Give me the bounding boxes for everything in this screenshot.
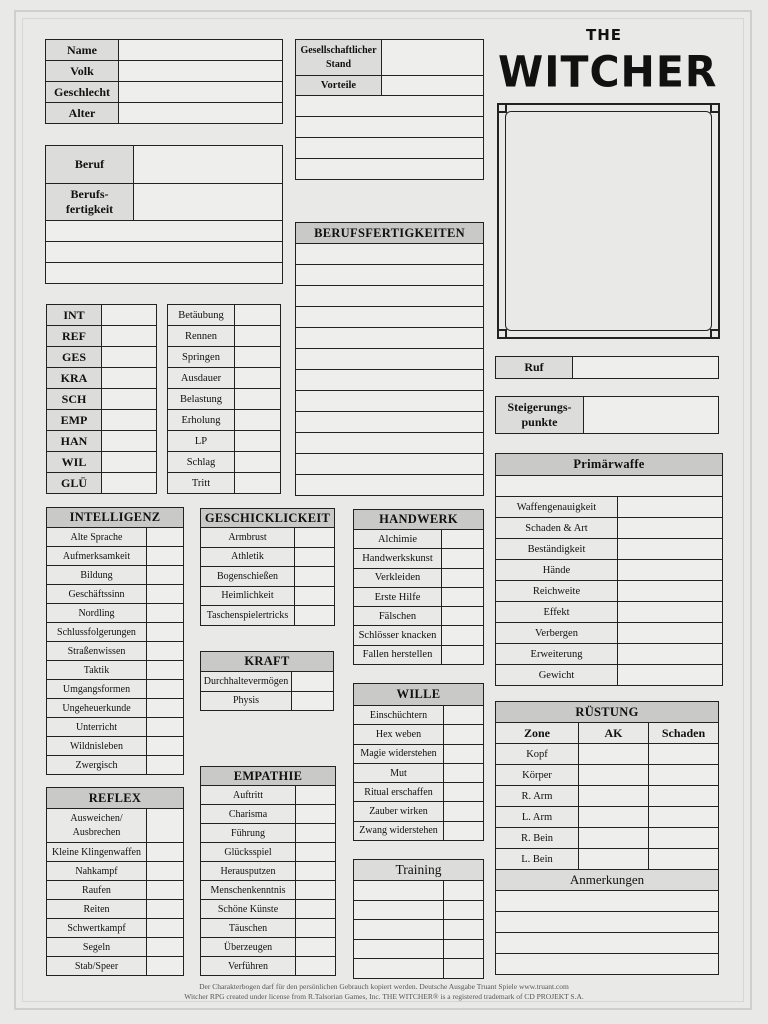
skill-value[interactable] xyxy=(296,786,336,805)
steigerung-line2: punkte xyxy=(521,415,558,429)
derived-belastung: Belastung xyxy=(168,389,235,410)
beruf-line-3[interactable] xyxy=(46,263,283,284)
stat-wil: WIL xyxy=(47,452,102,473)
training-title: Training xyxy=(354,860,484,881)
notes-line[interactable] xyxy=(496,933,719,954)
stat-value[interactable] xyxy=(102,473,157,494)
vorteile-line-1[interactable] xyxy=(296,96,484,117)
skill-value[interactable] xyxy=(147,547,184,566)
skill-auftritt: Auftritt xyxy=(201,786,296,805)
armor-table xyxy=(495,701,719,975)
skill-tauschen: Täuschen xyxy=(201,919,296,938)
berufsfertigkeiten-table xyxy=(295,222,484,496)
skill-value[interactable] xyxy=(147,919,184,938)
skill-value[interactable] xyxy=(442,645,484,664)
derived-value[interactable] xyxy=(235,326,281,347)
vorteile-line-2[interactable] xyxy=(296,117,484,138)
skill-raufen: Raufen xyxy=(47,881,147,900)
skill-value[interactable] xyxy=(444,783,484,802)
training-field[interactable] xyxy=(354,900,444,920)
skill-wildnisleben: Wildnisleben xyxy=(47,737,147,756)
skill-value[interactable] xyxy=(442,607,484,626)
geschick-table xyxy=(200,508,335,626)
skill-glucksspiel: Glücksspiel xyxy=(201,843,296,862)
skill-verfuhren: Verführen xyxy=(201,957,296,976)
skill-herausputzen: Herausputzen xyxy=(201,862,296,881)
skill-stra-enwissen: Straßenwissen xyxy=(47,642,147,661)
skill-durchhaltevermogen: Durchhaltevermögen xyxy=(201,672,292,692)
skill-value[interactable] xyxy=(147,900,184,919)
skill-value[interactable] xyxy=(147,604,184,623)
training-field[interactable] xyxy=(354,939,444,959)
derived-value[interactable] xyxy=(235,389,281,410)
skill-charisma: Charisma xyxy=(201,805,296,824)
volk-field[interactable] xyxy=(119,61,283,82)
skill-zwang-widerstehen: Zwang widerstehen xyxy=(354,821,444,840)
alter-field[interactable] xyxy=(119,103,283,124)
derived-schlag: Schlag xyxy=(168,452,235,473)
berufsfertigkeit-line[interactable] xyxy=(296,286,484,307)
skill-ausweichen-line2: Ausbrechen xyxy=(72,826,121,838)
skill-nordling: Nordling xyxy=(47,604,147,623)
stat-value[interactable] xyxy=(102,305,157,326)
corner-ornament xyxy=(497,329,507,339)
zone-l-bein: L. Bein xyxy=(496,849,579,870)
weapon-title: Primärwaffe xyxy=(496,454,723,476)
skill-value[interactable] xyxy=(147,718,184,737)
skill-taschenspielertricks: Taschenspielertricks xyxy=(201,606,295,626)
skill-armbrust: Armbrust xyxy=(201,528,295,548)
weapon-erweiterung: Erweiterung xyxy=(496,644,618,665)
zone-value[interactable] xyxy=(579,828,649,849)
stat-emp: EMP xyxy=(47,410,102,431)
skill-value[interactable] xyxy=(296,900,336,919)
steigerung-field[interactable] xyxy=(584,397,719,434)
skill-zauber-wirken: Zauber wirken xyxy=(354,802,444,821)
skill-value[interactable] xyxy=(296,957,336,976)
handwerk-title: HANDWERK xyxy=(354,510,484,530)
skill-verkleiden: Verkleiden xyxy=(354,568,442,587)
zone-r-bein: R. Bein xyxy=(496,828,579,849)
skill-value[interactable] xyxy=(296,881,336,900)
ruf-table xyxy=(495,356,719,379)
training-field[interactable] xyxy=(444,939,484,959)
skill-value[interactable] xyxy=(444,725,484,744)
skill-athletik: Athletik xyxy=(201,547,295,567)
empathie-title: EMPATHIE xyxy=(201,767,336,786)
training-field[interactable] xyxy=(444,959,484,979)
berufsfertigkeit-line[interactable] xyxy=(296,475,484,496)
zone-korper: Körper xyxy=(496,765,579,786)
kraft-title: KRAFT xyxy=(201,652,334,672)
berufsfertigkeit-line2: fertigkeit xyxy=(65,202,114,216)
berufsfertigkeit-line[interactable] xyxy=(296,244,484,265)
skill-physis: Physis xyxy=(201,691,292,711)
corner-ornament xyxy=(710,329,720,339)
derived-springen: Springen xyxy=(168,347,235,368)
weapon-value[interactable] xyxy=(618,602,723,623)
footer-line-2: Witcher RPG created under license from R.Talsorian Games, Inc. THE WITCHER® is a registered trademark of CD PROJEKT S.A. xyxy=(184,992,584,1001)
notes-line[interactable] xyxy=(496,891,719,912)
ruf-label: Ruf xyxy=(496,357,573,379)
skill-value[interactable] xyxy=(147,623,184,642)
weapon-schaden-art: Schaden & Art xyxy=(496,518,618,539)
derived-erholung: Erholung xyxy=(168,410,235,431)
zone-r-arm: R. Arm xyxy=(496,786,579,807)
skill-value[interactable] xyxy=(147,809,184,843)
skill-zwergisch: Zwergisch xyxy=(47,756,147,775)
wille-table xyxy=(353,683,484,841)
stand-label xyxy=(296,40,382,76)
logo-the: THE xyxy=(586,26,623,44)
berufsfertigkeit-line[interactable] xyxy=(296,412,484,433)
skill-value[interactable] xyxy=(147,957,184,976)
skill-value[interactable] xyxy=(147,642,184,661)
volk-label: Volk xyxy=(46,61,119,82)
derived-value[interactable] xyxy=(235,452,281,473)
skill-value[interactable] xyxy=(292,672,334,692)
skill-falschen: Fälschen xyxy=(354,607,442,626)
skill-taktik: Taktik xyxy=(47,661,147,680)
zone-value[interactable] xyxy=(579,744,649,765)
berufsfertigkeit-field[interactable] xyxy=(134,184,283,221)
zone-value[interactable] xyxy=(579,849,649,870)
personal-table xyxy=(45,39,283,124)
skill-geschaftssinn: Geschäftssinn xyxy=(47,585,147,604)
berufsfertigkeit-line[interactable] xyxy=(296,433,484,454)
training-field[interactable] xyxy=(354,881,444,901)
skill-value[interactable] xyxy=(147,862,184,881)
stat-han: HAN xyxy=(47,431,102,452)
skill-handwerkskunst: Handwerkskunst xyxy=(354,549,442,568)
alter-label: Alter xyxy=(46,103,119,124)
skill-value[interactable] xyxy=(442,549,484,568)
vorteile-line-3[interactable] xyxy=(296,138,484,159)
skill-unterricht: Unterricht xyxy=(47,718,147,737)
zone-value[interactable] xyxy=(579,807,649,828)
skill-fallen-herstellen: Fallen herstellen xyxy=(354,645,442,664)
berufsfertigkeit-line1: Berufs- xyxy=(70,187,109,201)
skill-nahkampf: Nahkampf xyxy=(47,862,147,881)
skill-fuhrung: Führung xyxy=(201,824,296,843)
training-field[interactable] xyxy=(354,920,444,940)
berufsfertigkeit-line[interactable] xyxy=(296,454,484,475)
skill-umgangsformen: Umgangsformen xyxy=(47,680,147,699)
weapon-value[interactable] xyxy=(618,665,723,686)
skill-stab-speer: Stab/Speer xyxy=(47,957,147,976)
beruf-field[interactable] xyxy=(134,146,283,184)
derived-betaubung: Betäubung xyxy=(168,305,235,326)
handwerk-table xyxy=(353,509,484,665)
notes-line[interactable] xyxy=(496,912,719,933)
skill-ungeheuerkunde: Ungeheuerkunde xyxy=(47,699,147,718)
empathie-table xyxy=(200,766,336,976)
name-label: Name xyxy=(46,40,119,61)
skill-value[interactable] xyxy=(296,805,336,824)
zone-kopf: Kopf xyxy=(496,744,579,765)
skill-value[interactable] xyxy=(442,626,484,645)
derived-lp: LP xyxy=(168,431,235,452)
vorteile-line-4[interactable] xyxy=(296,159,484,180)
portrait-frame[interactable] xyxy=(497,103,720,339)
derived-value[interactable] xyxy=(235,410,281,431)
derived-rennen: Rennen xyxy=(168,326,235,347)
skill-value[interactable] xyxy=(295,567,335,587)
stat-sch: SCH xyxy=(47,389,102,410)
steigerung-line1: Steigerungs- xyxy=(507,400,572,414)
berufsfertigkeit-line[interactable] xyxy=(296,265,484,286)
stand-field[interactable] xyxy=(382,40,484,76)
skill-ausweichen-line1: Ausweichen/ xyxy=(70,812,123,824)
training-field[interactable] xyxy=(444,920,484,940)
skill-value[interactable] xyxy=(147,585,184,604)
skill-value[interactable] xyxy=(444,802,484,821)
skill-value[interactable] xyxy=(147,737,184,756)
zone-value[interactable] xyxy=(649,765,719,786)
vorteile-label: Vorteile xyxy=(296,76,382,96)
skill-value[interactable] xyxy=(147,756,184,775)
stat-ref: REF xyxy=(47,326,102,347)
zone-value[interactable] xyxy=(579,786,649,807)
witcher-logo: WITCHER xyxy=(498,46,718,98)
derived-value[interactable] xyxy=(235,473,281,494)
weapon-value[interactable] xyxy=(618,644,723,665)
training-field[interactable] xyxy=(354,959,444,979)
skill-ritual-erschaffen: Ritual erschaffen xyxy=(354,783,444,802)
skill-ausweichen xyxy=(47,809,147,843)
skill-value[interactable] xyxy=(147,881,184,900)
derived-table xyxy=(167,304,281,494)
skill-value[interactable] xyxy=(444,706,484,725)
zone-value[interactable] xyxy=(649,849,719,870)
beruf-line-1[interactable] xyxy=(46,221,283,242)
stat-value[interactable] xyxy=(102,326,157,347)
skill-value[interactable] xyxy=(292,691,334,711)
steigerung-table xyxy=(495,396,719,434)
skill-uberzeugen: Überzeugen xyxy=(201,938,296,957)
skill-erste-hilfe: Erste Hilfe xyxy=(354,587,442,606)
armor-header-ak: AK xyxy=(579,723,649,744)
notes-line[interactable] xyxy=(496,954,719,975)
skill-bogenschie-en: Bogenschießen xyxy=(201,567,295,587)
kraft-table xyxy=(200,651,334,711)
skill-value[interactable] xyxy=(296,919,336,938)
skill-value[interactable] xyxy=(296,824,336,843)
weapon-value[interactable] xyxy=(618,581,723,602)
zone-value[interactable] xyxy=(649,786,719,807)
geschlecht-field[interactable] xyxy=(119,82,283,103)
skill-value[interactable] xyxy=(444,821,484,840)
intelligenz-table xyxy=(46,507,184,775)
skill-value[interactable] xyxy=(444,744,484,763)
stat-value[interactable] xyxy=(102,368,157,389)
stat-kra: KRA xyxy=(47,368,102,389)
armor-notes-title: Anmerkungen xyxy=(496,870,719,891)
skill-hex-weben: Hex weben xyxy=(354,725,444,744)
berufsfertigkeit-line[interactable] xyxy=(296,307,484,328)
stat-value[interactable] xyxy=(102,452,157,473)
vorteile-field[interactable] xyxy=(382,76,484,96)
skill-schwertkampf: Schwertkampf xyxy=(47,919,147,938)
weapon-waffengenauigkeit: Waffengenauigkeit xyxy=(496,497,618,518)
stat-value[interactable] xyxy=(102,347,157,368)
zone-value[interactable] xyxy=(649,828,719,849)
berufsfertigkeit-label xyxy=(46,184,134,221)
beruf-table xyxy=(45,145,283,284)
weapon-value[interactable] xyxy=(618,497,723,518)
zone-l-arm: L. Arm xyxy=(496,807,579,828)
weapon-table xyxy=(495,453,723,686)
skill-aufmerksamkeit: Aufmerksamkeit xyxy=(47,547,147,566)
armor-title: RÜSTUNG xyxy=(496,702,719,723)
berufsfertigkeit-line[interactable] xyxy=(296,370,484,391)
skill-mut: Mut xyxy=(354,763,444,782)
footer-line-1: Der Charakterbogen darf für den persönlichen Gebrauch kopiert werden. Deutsche Ausgabe Truant Spiele www.truant.com xyxy=(199,982,569,991)
stat-glu: GLÜ xyxy=(47,473,102,494)
skill-value[interactable] xyxy=(295,547,335,567)
berufsfertigkeiten-title: BERUFSFERTIGKEITEN xyxy=(296,223,484,244)
berufsfertigkeit-line[interactable] xyxy=(296,328,484,349)
ruf-field[interactable] xyxy=(573,357,719,379)
skill-value[interactable] xyxy=(442,587,484,606)
skill-value[interactable] xyxy=(295,586,335,606)
geschick-title: GESCHICKLICKEIT xyxy=(201,509,335,528)
skill-alchimie: Alchimie xyxy=(354,530,442,549)
wille-title: WILLE xyxy=(354,684,484,706)
skill-value[interactable] xyxy=(442,568,484,587)
skill-reiten: Reiten xyxy=(47,900,147,919)
derived-value[interactable] xyxy=(235,305,281,326)
skill-value[interactable] xyxy=(444,763,484,782)
intelligenz-title: INTELLIGENZ xyxy=(47,508,184,528)
stat-value[interactable] xyxy=(102,389,157,410)
derived-value[interactable] xyxy=(235,347,281,368)
stat-value[interactable] xyxy=(102,410,157,431)
stat-value[interactable] xyxy=(102,431,157,452)
skill-menschenkenntnis: Menschenkenntnis xyxy=(201,881,296,900)
portrait-inner xyxy=(505,111,712,331)
skill-value[interactable] xyxy=(147,566,184,585)
steigerung-label xyxy=(496,397,584,434)
reflex-title: REFLEX xyxy=(47,788,184,809)
skill-value[interactable] xyxy=(147,680,184,699)
skill-value[interactable] xyxy=(147,843,184,862)
skill-schlussfolgerungen: Schlussfolgerungen xyxy=(47,623,147,642)
weapon-value[interactable] xyxy=(618,623,723,644)
skill-alte-sprache: Alte Sprache xyxy=(47,528,147,547)
derived-value[interactable] xyxy=(235,431,281,452)
weapon-value[interactable] xyxy=(618,560,723,581)
derived-ausdauer: Ausdauer xyxy=(168,368,235,389)
skill-bildung: Bildung xyxy=(47,566,147,585)
skill-schlosser-knacken: Schlösser knacken xyxy=(354,626,442,645)
beruf-line-2[interactable] xyxy=(46,242,283,263)
skill-value[interactable] xyxy=(147,699,184,718)
corner-ornament xyxy=(497,103,507,113)
training-field[interactable] xyxy=(444,900,484,920)
armor-header-schaden: Schaden xyxy=(649,723,719,744)
weapon-verbergen: Verbergen xyxy=(496,623,618,644)
skill-magie-widerstehen: Magie widerstehen xyxy=(354,744,444,763)
skill-value[interactable] xyxy=(147,938,184,957)
stat-ges: GES xyxy=(47,347,102,368)
weapon-effekt: Effekt xyxy=(496,602,618,623)
weapon-hande: Hände xyxy=(496,560,618,581)
stat-int: INT xyxy=(47,305,102,326)
armor-header-zone: Zone xyxy=(496,723,579,744)
skill-value[interactable] xyxy=(296,862,336,881)
geschlecht-label: Geschlecht xyxy=(46,82,119,103)
weapon-value[interactable] xyxy=(618,539,723,560)
zone-value[interactable] xyxy=(649,807,719,828)
skill-value[interactable] xyxy=(147,528,184,547)
corner-ornament xyxy=(710,103,720,113)
stats-table xyxy=(46,304,157,494)
weapon-name-field[interactable] xyxy=(496,476,723,497)
stand-label-line1: Gesellschaftlicher xyxy=(300,44,377,56)
beruf-label: Beruf xyxy=(46,146,134,184)
skill-value[interactable] xyxy=(295,528,335,548)
reflex-table xyxy=(46,787,184,976)
derived-tritt: Tritt xyxy=(168,473,235,494)
stand-label-line2: Stand xyxy=(325,58,351,70)
social-table xyxy=(295,39,484,180)
skill-value[interactable] xyxy=(296,938,336,957)
skill-value[interactable] xyxy=(442,530,484,549)
weapon-reichweite: Reichweite xyxy=(496,581,618,602)
skill-segeln: Segeln xyxy=(47,938,147,957)
training-field[interactable] xyxy=(444,881,484,901)
name-field[interactable] xyxy=(119,40,283,61)
skill-value[interactable] xyxy=(295,606,335,626)
skill-value[interactable] xyxy=(147,661,184,680)
weapon-value[interactable] xyxy=(618,518,723,539)
zone-value[interactable] xyxy=(579,765,649,786)
derived-value[interactable] xyxy=(235,368,281,389)
skill-heimlichkeit: Heimlichkeit xyxy=(201,586,295,606)
zone-value[interactable] xyxy=(649,744,719,765)
skill-einschuchtern: Einschüchtern xyxy=(354,706,444,725)
berufsfertigkeit-line[interactable] xyxy=(296,391,484,412)
berufsfertigkeit-line[interactable] xyxy=(296,349,484,370)
weapon-bestandigkeit: Beständigkeit xyxy=(496,539,618,560)
skill-schone-kunste: Schöne Künste xyxy=(201,900,296,919)
skill-value[interactable] xyxy=(296,843,336,862)
training-table xyxy=(353,859,484,979)
weapon-gewicht: Gewicht xyxy=(496,665,618,686)
skill-kleine-klingenwaffen: Kleine Klingenwaffen xyxy=(47,843,147,862)
